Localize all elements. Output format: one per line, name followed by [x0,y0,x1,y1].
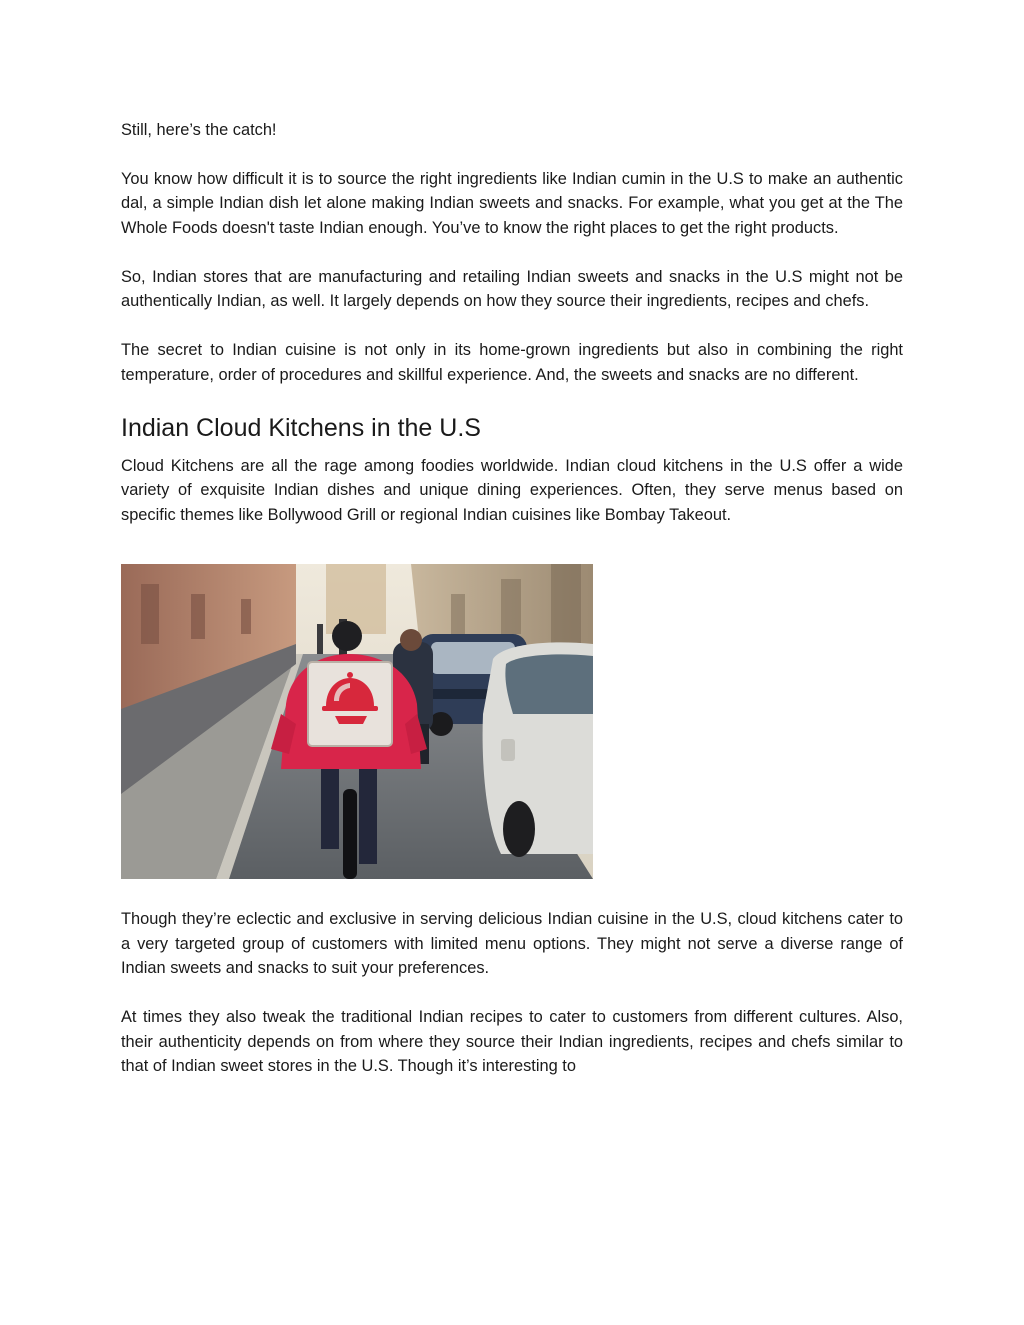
paragraph-catch: Still, here’s the catch! [121,121,277,139]
paragraph-cloud-kitchens: Cloud Kitchens are all the rage among foodies worldwide. Indian cloud kitchens in the U.S offer a wide variety of exquisite Indian dishes and unique dining experiences. Often, they serve menus based on specific themes like Bollywood Grill or regional Indian cuisines like Bombay Takeout. [121,456,903,524]
paragraph-secret: The secret to Indian cuisine is not only in its home-grown ingredients but also in combining the right temperature, order of procedures and skillful experience. And, the sweets and snacks are no different. [121,341,903,384]
delivery-cyclist-photo [121,564,593,879]
section-heading: Indian Cloud Kitchens in the U.S [121,413,481,442]
paragraph-ingredients: You know how difficult it is to source the right ingredients like Indian cumin in the U.S to make an authentic dal, a simple Indian dish let alone making Indian sweets and snacks. For example, what you get at the The Whole Foods doesn't taste Indian enough. You’ve to know the right places to get the right products. [121,169,903,237]
paragraph-indian-stores: So, Indian stores that are manufacturing and retailing Indian sweets and snacks in the U.S might not be authentically Indian, as well. It largely depends on how they source their ingredients, recipes and chefs. [121,267,903,310]
document-page [121,118,903,1079]
paragraph-eclectic: Though they’re eclectic and exclusive in serving delicious Indian cuisine in the U.S, cloud kitchens cater to a very targeted group of customers with limited menu options. They might not serve a diverse range of Indian sweets and snacks to suit your preferences. [121,910,903,977]
paragraph-tweak: At times they also tweak the traditional Indian recipes to cater to customers from different cultures. Also, their authenticity depends on from where they source their Indian ingredients, recipes and chefs similar to that of Indian sweet stores in the U.S. Though it’s interesting to [121,1008,903,1075]
